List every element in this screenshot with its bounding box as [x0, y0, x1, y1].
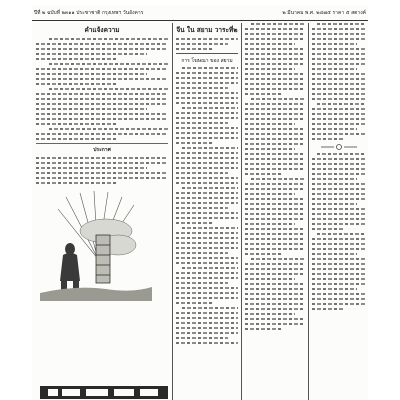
col1-text-block-4: [36, 128, 168, 140]
col1-text-block-1: [36, 38, 168, 60]
column-rule-1: [172, 23, 173, 400]
col1-notice-heading: ประกาศ: [36, 143, 168, 154]
column-rule-2: [241, 23, 242, 400]
col1-text-block-3: [36, 88, 168, 125]
col4-article-1: [312, 23, 366, 140]
col3-article-2: [245, 98, 305, 175]
column-rule-3: [308, 23, 309, 400]
column-2: [176, 23, 238, 400]
col2-subheading: การ โฆษณา ของ สยาม: [181, 58, 233, 64]
ornament-divider: [319, 143, 359, 151]
col2-article: [176, 67, 238, 344]
col4-article-2: [312, 153, 366, 310]
advertisement-banner: [40, 384, 168, 400]
masthead-left: ปีที่ ๒ ฉบับที่ ๒๓๑๑ ประชาชาติ กรุงเทพฯ วันอังคาร: [34, 10, 144, 16]
col2-intro: [176, 38, 238, 50]
col1-heading: คำแจ้งความ: [84, 26, 120, 34]
col3-article-3: [245, 178, 305, 330]
col3-article-1: [245, 23, 305, 95]
col1-notice-text: [36, 157, 168, 184]
newspaper-page: [32, 6, 368, 400]
column-3: [245, 23, 305, 400]
col2-divider: [176, 53, 238, 54]
col2-heading: จีน ใน สยาม วาระที่๒: [176, 26, 238, 34]
col1-text-block-2: [36, 63, 168, 85]
column-1: [36, 23, 168, 400]
engraving-illustration: [36, 189, 156, 301]
masthead-right: ๒ มีนาคม พ.ศ. ๒๔๗๕ ราคา ๕ สตางค์: [282, 10, 366, 16]
masthead: [32, 6, 368, 21]
column-4: [312, 23, 366, 400]
